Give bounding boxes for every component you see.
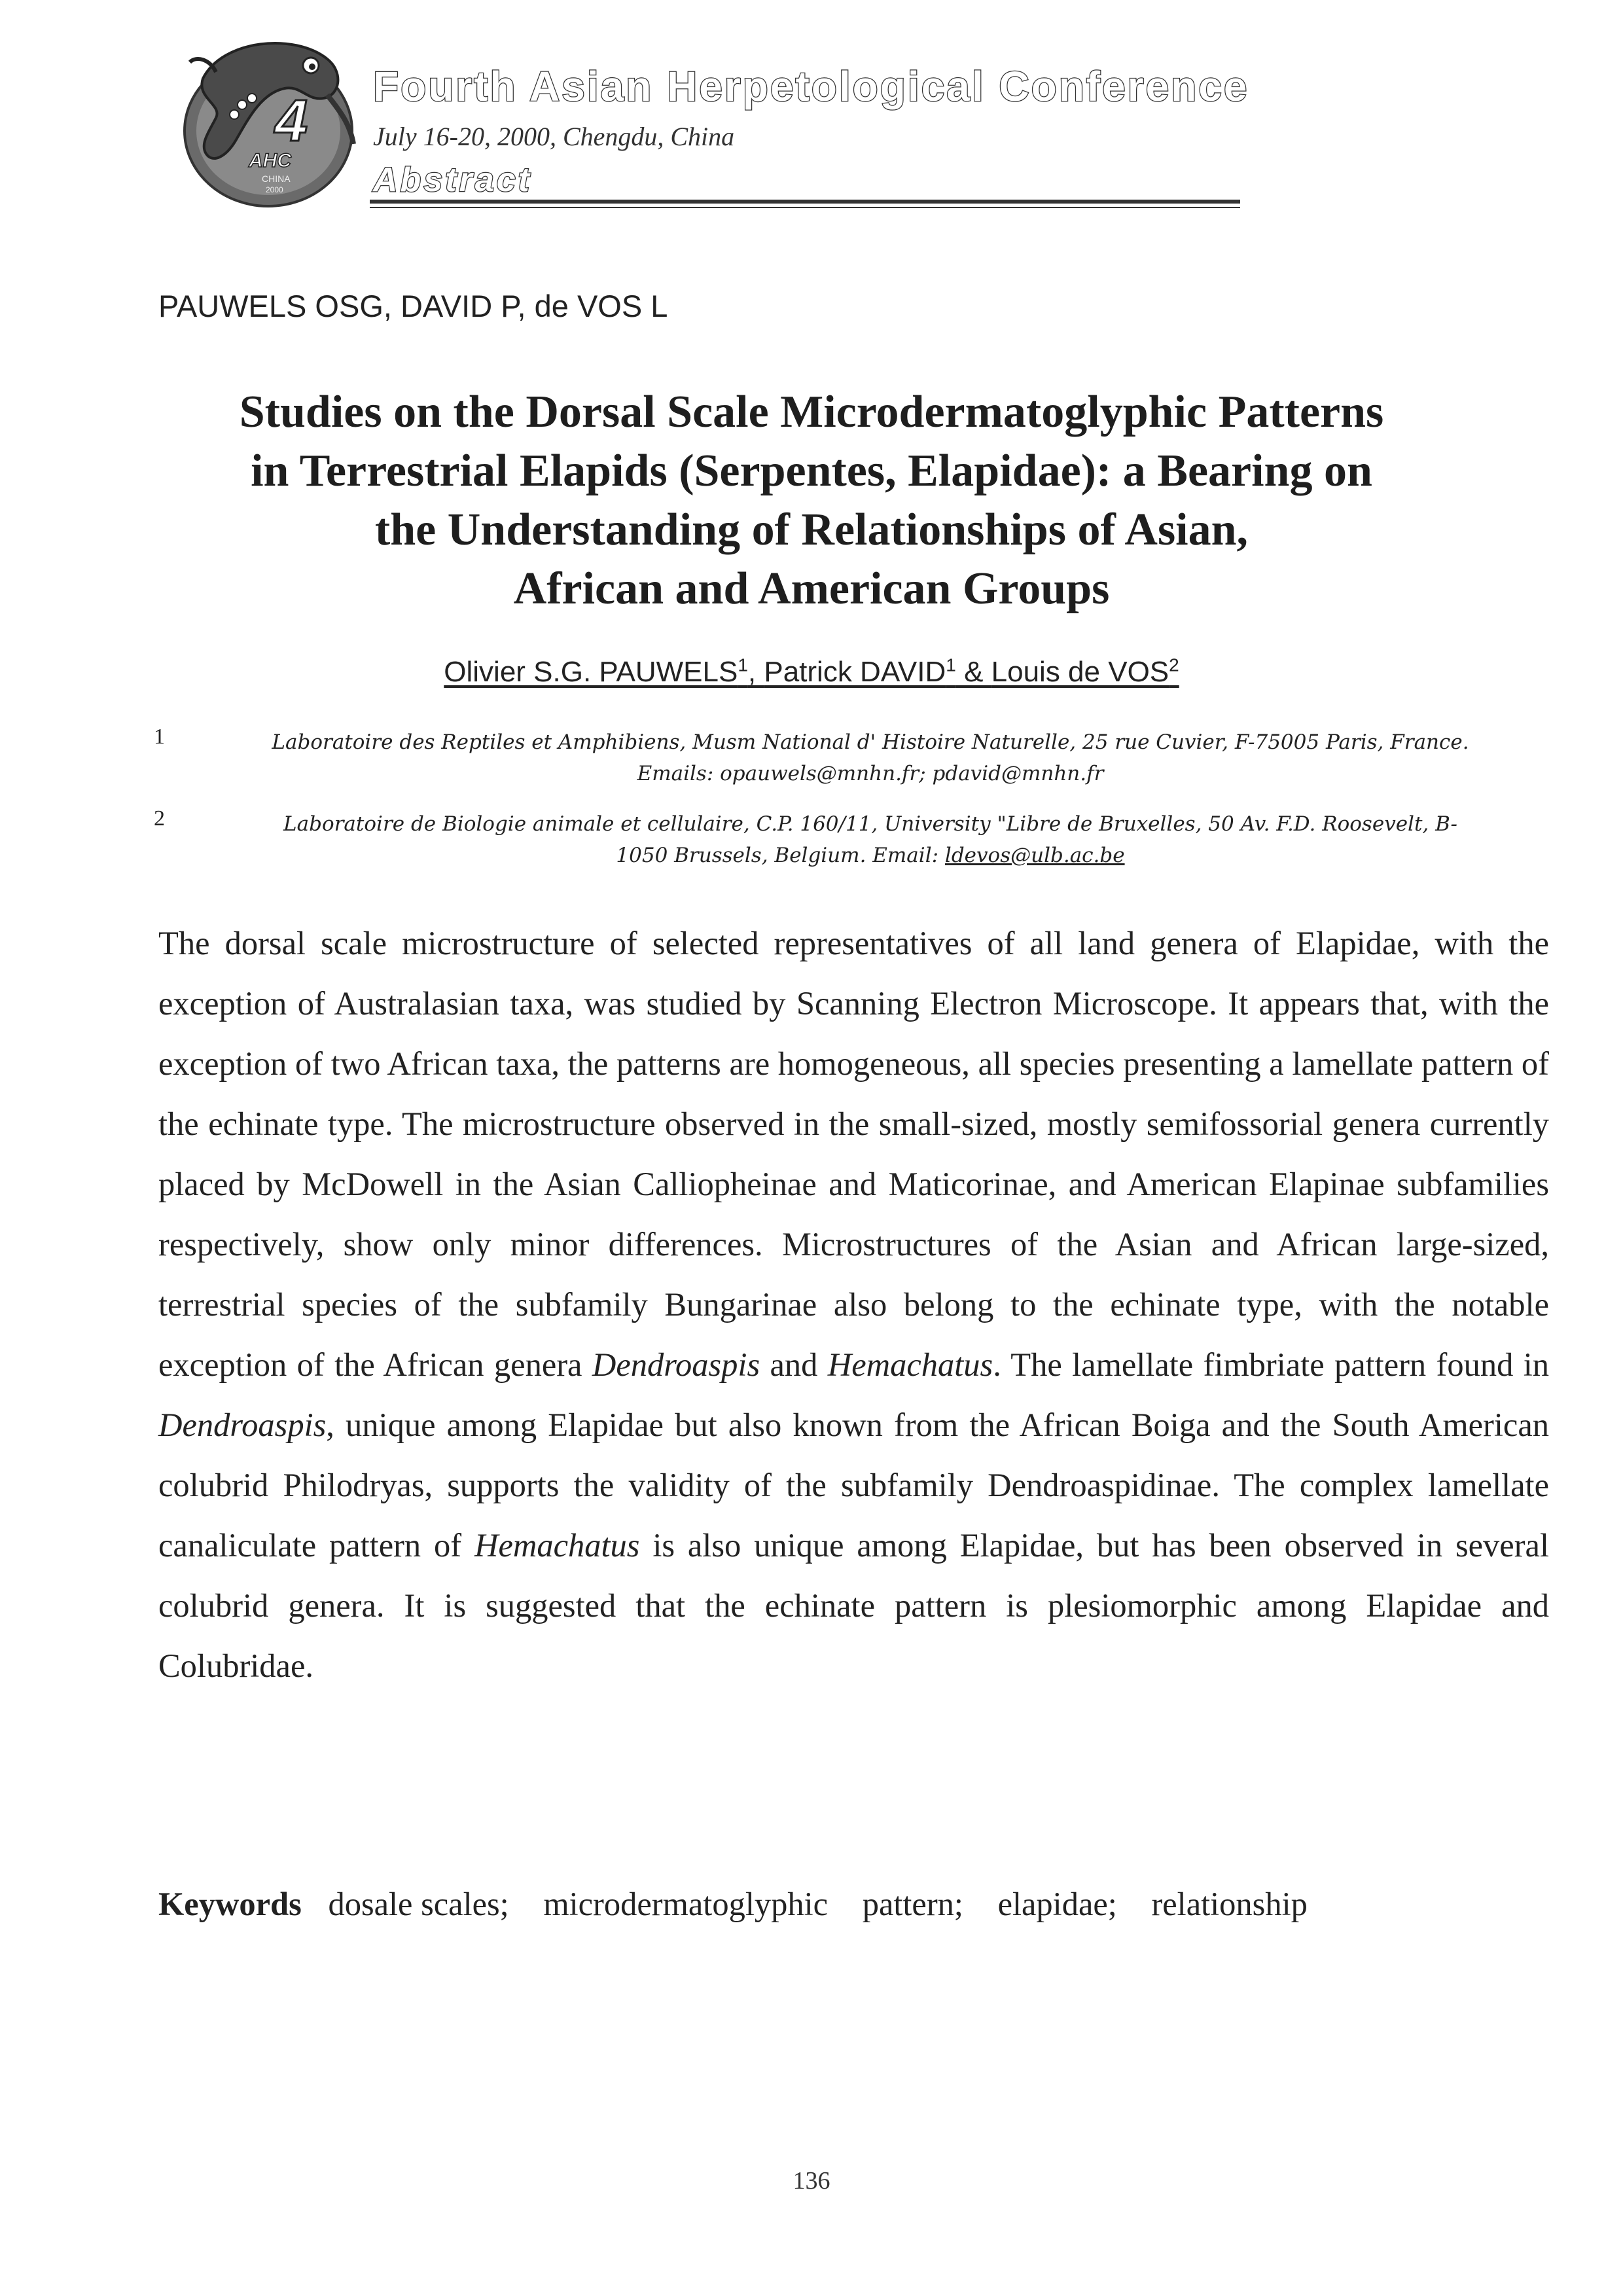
body-text: is also unique among Elapidae, but has been observed in several colubrid genera. It is suggested that the echinate pattern is plesiomorphic among Elapidae and Colubridae. [158,1527,1549,1684]
logo-year: 2000 [266,185,283,194]
body-text: . The lamellate fimbriate pattern found in [993,1346,1549,1383]
genus-name: Dendroaspis [592,1346,760,1383]
genus-name: Dendroaspis [158,1407,327,1443]
header-rule [370,200,1240,204]
keyword: dosale scales; [328,1886,509,1922]
email-link[interactable]: ldevos@ulb.ac.be [944,844,1125,867]
affiliation-number: 1 [154,725,165,749]
author-name: Louis de VOS [991,655,1169,688]
keyword: microdermatoglyphic [543,1886,829,1922]
abstract-body [158,913,1549,1696]
conference-title: Fourth Asian Herpetological Conference [373,63,1249,110]
body-text: and [760,1346,828,1383]
title-line: the Understanding of Relationships of Asian, [374,505,1249,555]
keyword: pattern; [862,1886,963,1922]
affiliation-1 [154,725,1584,789]
logo-country: CHINA [262,173,291,184]
affiliation-emails: Emails: opauwels@mnhn.fr; pdavid@mnhn.fr [637,762,1104,785]
author-affiliation-mark: 1 [738,655,748,675]
keywords-label: Keywords [158,1886,302,1922]
header-rule-thin [370,207,1240,208]
author-list [131,655,1492,689]
author-affiliation-mark: 2 [1169,655,1179,675]
abstract-label: Abstract [373,161,532,199]
author-affiliation-mark: 1 [946,655,956,675]
author-name: Olivier S.G. PAUWELS [444,655,738,688]
affiliation-address: Laboratoire des Reptiles et Amphibiens, Musm National d' Histoire Naturelle, 25 rue Cuvier, F-75005 Paris, France. [272,730,1469,754]
title-line: Studies on the Dorsal Scale Microdermatoglyphic Patterns [239,387,1384,437]
conference-logo [177,33,363,209]
paper-title [131,383,1492,619]
body-text: The dorsal scale microstructure of selected representatives of all land genera of Elapidae, with the exception of Australasian taxa, was studied by Scanning Electron Microscope. It appears that, with the exception of two African taxa, the patterns are homogeneous, all species presenting a lamellate pattern of the echinate type. The microstructure observed in the small-sized, mostly semifossorial genera currently placed by McDowell in the Asian Calliopheinae and Maticorinae, and American Elapinae subfamilies respectively, show only minor differences. Microstructures of the Asian and African large-sized, terrestrial species of the subfamily Bungarinae also belong to the echinate type, with the notable exception of the African genera [158,925,1549,1383]
page-number: 136 [793,2167,830,2195]
genus-name: Hemachatus [827,1346,993,1383]
keywords [158,1885,1549,1923]
title-line: in Terrestrial Elapids (Serpentes, Elapidae): a Bearing on [251,446,1372,496]
author-name: Patrick DAVID [764,655,946,688]
title-line: African and American Groups [513,564,1110,614]
genus-name: Hemachatus [474,1527,640,1564]
affiliation-number: 2 [154,806,165,831]
affiliation-2 [154,806,1584,871]
author-separator: , [747,655,764,688]
keyword: elapidae; [997,1886,1117,1922]
keyword: relationship [1151,1886,1308,1922]
affiliation-address-cont: 1050 Brussels, Belgium. Email: [616,844,945,867]
short-authors: PAUWELS OSG, DAVID P, de VOS L [158,289,668,323]
logo-number: 4 [275,88,308,154]
author-separator: & [955,655,991,688]
conference-date-location: July 16-20, 2000, Chengdu, China [373,122,735,151]
affiliation-address: Laboratoire de Biologie animale et cellulaire, C.P. 160/11, University "Libre de Bruxelles, 50 Av. F.D. Roosevelt, B- [283,812,1457,836]
logo-acronym: AHC [249,150,291,171]
body-text: , unique among Elapidae but also known from the African Boiga and the South American colubrid Philodryas, supports the validity of the subfamily Dendroaspidinae. The complex lamellate canaliculate pattern of [158,1407,1549,1564]
